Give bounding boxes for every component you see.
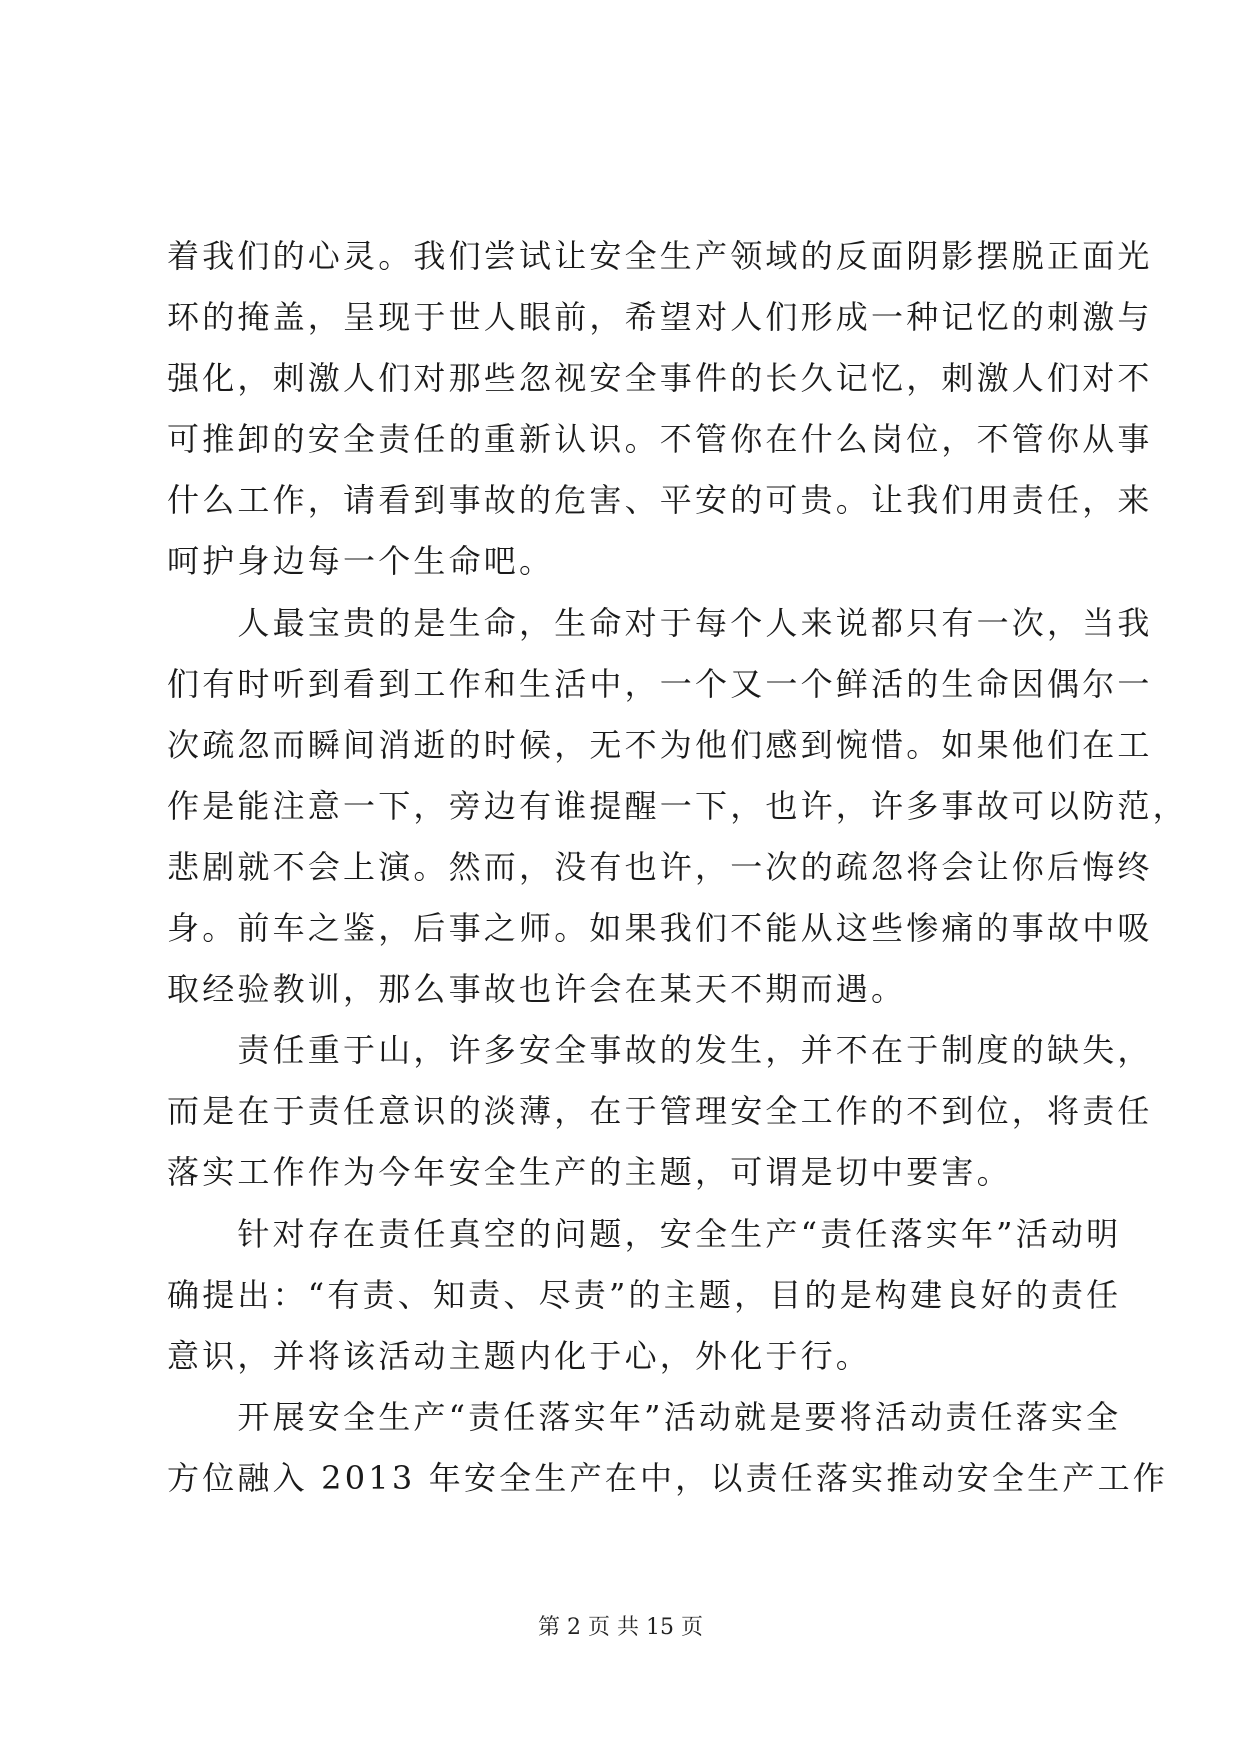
document-body — [167, 226, 1188, 1509]
body-line: 确提出：“有责、知责、尽责”的主题，目的是构建良好的责任 — [167, 1275, 1122, 1314]
body-line: 取经验教训，那么事故也许会在某天不期而遇。 — [167, 970, 907, 1009]
body-line: 着我们的心灵。我们尝试让安全生产领域的反面阴影摆脱正面光 — [167, 237, 1153, 275]
body-line: 呵护身边每一个生命吧。 — [167, 542, 555, 581]
body-line: 责任重于山，许多安全事故的发生，并不在于制度的缺失， — [167, 1031, 1153, 1070]
body-line: 可推卸的安全责任的重新认识。不管你在什么岗位，不管你从事 — [167, 420, 1153, 459]
body-line: 方位融入 2013 年安全生产在中，以责任落实推动安全生产工作 — [167, 1458, 1168, 1497]
page-number-footer: 第 2 页 共 15 页 — [538, 1615, 703, 1640]
body-line: 意识，并将该活动主题内化于心，外化于行。 — [167, 1336, 872, 1375]
body-line: 人最宝贵的是生命，生命对于每个人来说都只有一次，当我 — [167, 603, 1153, 642]
body-line: 悲剧就不会上演。然而，没有也许，一次的疏忽将会让你后悔终 — [167, 847, 1153, 886]
body-line: 们有时听到看到工作和生活中，一个又一个鲜活的生命因偶尔一 — [167, 664, 1153, 703]
body-line: 作是能注意一下，旁边有谁提醒一下，也许，许多事故可以防范， — [167, 786, 1188, 825]
body-line: 而是在于责任意识的淡薄，在于管理安全工作的不到位，将责任 — [167, 1092, 1153, 1131]
body-line: 次疏忽而瞬间消逝的时候，无不为他们感到惋惜。如果他们在工 — [167, 725, 1153, 764]
body-line: 什么工作，请看到事故的危害、平安的可贵。让我们用责任，来 — [167, 481, 1153, 520]
body-line: 落实工作作为今年安全生产的主题，可谓是切中要害。 — [167, 1153, 1012, 1192]
body-line: 环的掩盖，呈现于世人眼前，希望对人们形成一种记忆的刺激与 — [167, 298, 1153, 337]
body-line: 针对存在责任真空的问题，安全生产“责任落实年”活动明 — [167, 1214, 1122, 1253]
body-line: 开展安全生产“责任落实年”活动就是要将活动责任落实全 — [167, 1397, 1122, 1436]
body-line: 强化，刺激人们对那些忽视安全事件的长久记忆，刺激人们对不 — [167, 359, 1153, 398]
body-line: 身。前车之鉴，后事之师。如果我们不能从这些惨痛的事故中吸 — [167, 909, 1153, 948]
